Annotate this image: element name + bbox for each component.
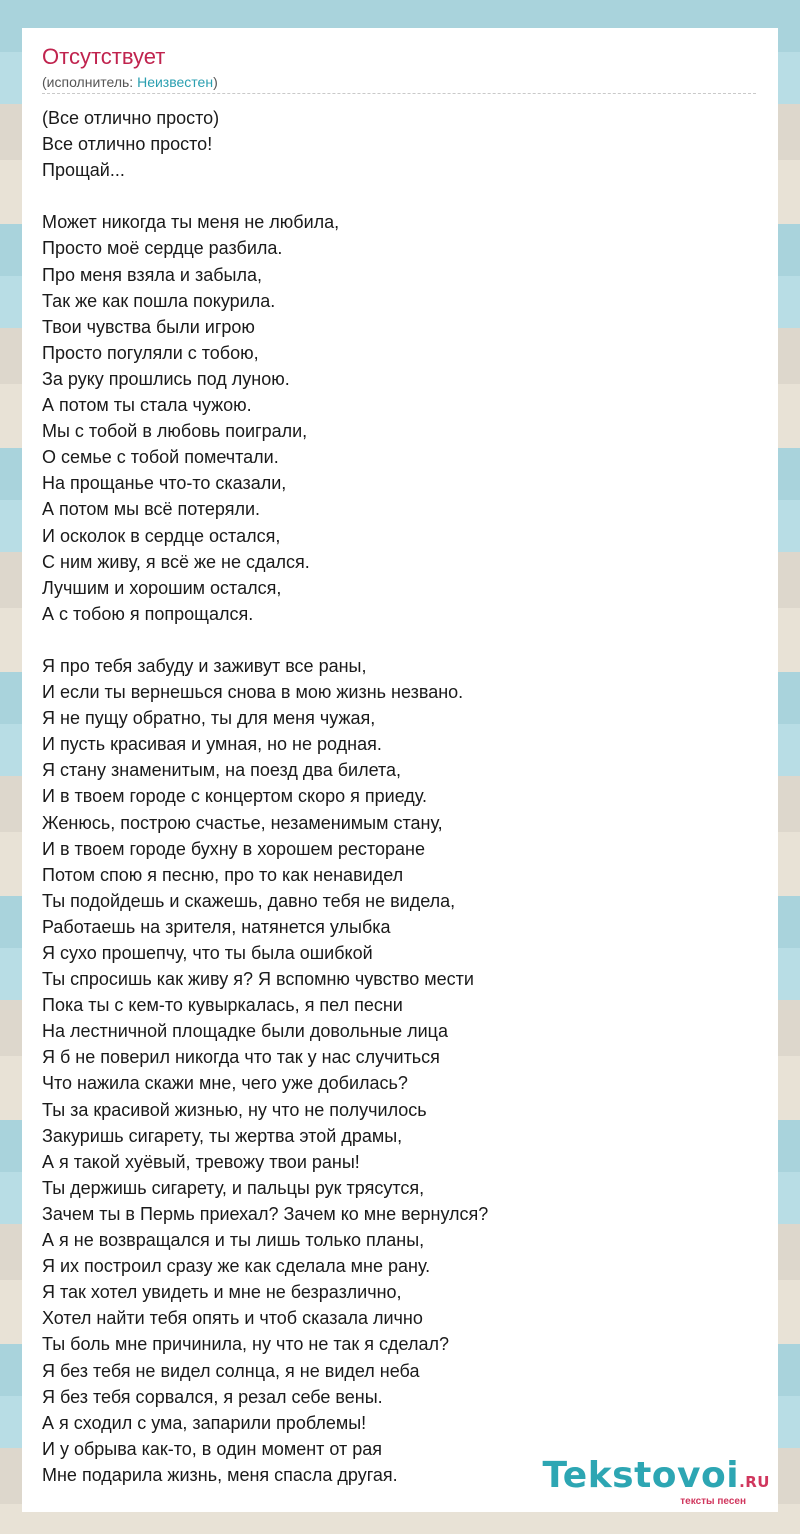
lyric-line: Просто моё сердце разбила.: [42, 238, 283, 259]
lyric-line: Мы с тобой в любовь поиграли,: [42, 421, 308, 442]
lyric-line: Может никогда ты меня не любила,: [42, 212, 340, 233]
lyric-line: Я не пущу обратно, ты для меня чужая,: [42, 708, 376, 729]
lyric-line: На лестничной площадке были довольные лица: [42, 1021, 448, 1042]
lyric-line: И у обрыва как-то, в один момент от рая: [42, 1438, 383, 1459]
lyric-line: Я б не поверил никогда что так у нас случиться: [42, 1047, 440, 1068]
lyric-line: Ты спросишь как живу я? Я вспомню чувство мести: [42, 969, 474, 990]
lyric-line: Я сухо прошепчу, что ты была ошибкой: [42, 943, 373, 963]
lyric-line: Работаешь на зрителя, натянется улыбка: [42, 916, 391, 937]
song-title: Отсутствует: [42, 44, 166, 69]
lyric-line: Пока ты с кем-то кувыркалась, я пел песни: [42, 995, 403, 1016]
performer-line: [42, 73, 218, 91]
lyric-line: А я сходил с ума, запарили проблемы!: [42, 1412, 367, 1433]
lyric-line: И в твоем городе бухну в хорошем ресторане: [42, 838, 425, 859]
logo-tagline: тексты песен: [680, 1496, 746, 1507]
lyric-line: Зачем ты в Пермь приехал? Зачем ко мне вернулся?: [42, 1203, 489, 1224]
lyric-line: Что нажила скажи мне, чего уже добилась?: [42, 1073, 408, 1094]
stanza-gap: [42, 627, 756, 653]
lyric-line: Я без тебя не видел солнца, я не видел неба: [42, 1360, 420, 1381]
lyric-line: Хотел найти тебя опять и чтоб сказала лично: [42, 1308, 423, 1329]
stanza-gap: [42, 183, 756, 209]
lyric-line: Ты подойдешь и скажешь, давно тебя не видела,: [42, 890, 456, 911]
lyric-line: Я так хотел увидеть и мне не безразлично,: [42, 1282, 402, 1303]
lyric-line: На прощанье что-то сказали,: [42, 473, 287, 494]
lyric-line: (Все отлично просто): [42, 108, 220, 128]
lyric-line: С ним живу, я всё же не сдался.: [42, 551, 310, 572]
lyric-line: Просто погуляли с тобою,: [42, 342, 259, 363]
lyric-line: Прощай...: [42, 160, 125, 181]
lyric-line: Женюсь, построю счастье, незаменимым стану,: [42, 812, 443, 833]
lyric-line: Потом спою я песню, про то как ненавидел: [42, 864, 404, 885]
lyric-line: Закуришь сигарету, ты жертва этой драмы,: [42, 1125, 403, 1146]
lyric-line: А потом мы всё потеряли.: [42, 499, 261, 520]
lyric-line: Твои чувства были игрою: [42, 316, 255, 337]
lyric-line: И если ты вернешься снова в мою жизнь незвано.: [42, 682, 464, 703]
lyric-line: Ты боль мне причинила, ну что не так я сделал?: [42, 1334, 449, 1355]
lyric-line: Я их построил сразу же как сделала мне рану.: [42, 1256, 431, 1277]
lyric-line: Все отлично просто!: [42, 134, 213, 155]
lyric-line: Лучшим и хорошим остался,: [42, 577, 282, 598]
lyric-line: Ты держишь сигарету, и пальцы рук трясутся,: [42, 1177, 425, 1198]
logo-name: Tekstovoi: [542, 1455, 740, 1496]
performer-suffix: ): [213, 74, 218, 90]
lyrics-card: [22, 28, 778, 1512]
lyric-line: И пусть красивая и умная, но не родная.: [42, 734, 382, 755]
divider: [42, 93, 756, 94]
lyric-line: О семье с тобой помечтали.: [42, 447, 279, 468]
lyric-line: Ты за красивой жизнью, ну что не получилось: [42, 1099, 427, 1120]
lyric-line: Про меня взяла и забыла,: [42, 264, 262, 285]
performer-prefix: (исполнитель:: [42, 74, 138, 90]
logo-tld: .RU: [739, 1473, 770, 1491]
lyric-line: А я такой хуёвый, тревожу твои раны!: [42, 1151, 360, 1172]
lyric-line: А потом ты стала чужою.: [42, 395, 252, 416]
lyric-line: Я без тебя сорвался, я резал себе вены.: [42, 1386, 383, 1407]
lyric-line: И осколок в сердце остался,: [42, 525, 281, 546]
performer-link[interactable]: Неизвестен: [137, 74, 214, 90]
lyric-line: Я про тебя забуду и заживут все раны,: [42, 655, 367, 676]
lyrics-text: [42, 105, 756, 1488]
lyric-line: Мне подарила жизнь, меня спасла другая.: [42, 1464, 398, 1485]
site-logo[interactable]: [543, 1456, 770, 1508]
lyric-line: А я не возвращался и ты лишь только планы,: [42, 1230, 425, 1251]
lyric-line: За руку прошлись под луною.: [42, 368, 290, 389]
lyric-line: Так же как пошла покурила.: [42, 290, 276, 311]
lyric-line: Я стану знаменитым, на поезд два билета,: [42, 760, 402, 781]
lyric-line: А с тобою я попрощался.: [42, 603, 254, 624]
lyric-line: И в твоем городе с концертом скоро я приеду.: [42, 786, 428, 807]
